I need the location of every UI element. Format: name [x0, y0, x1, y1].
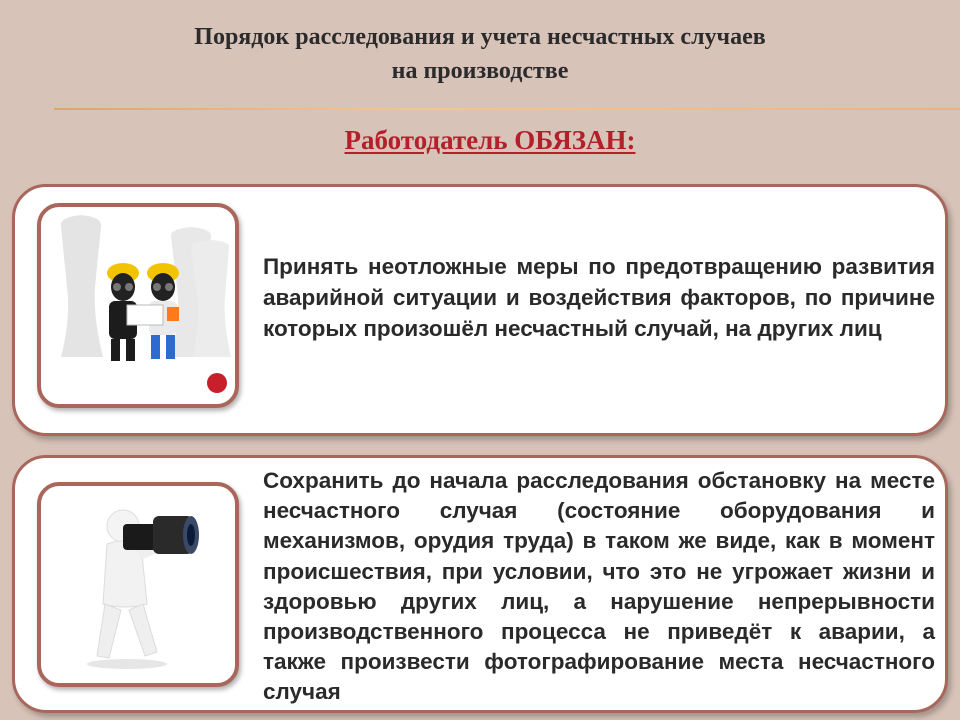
photographer-illustration [37, 482, 239, 687]
duty-card-2 [12, 455, 948, 713]
thumb-caption-decoration [47, 383, 187, 389]
workers-hardhat-icon [41, 207, 235, 404]
section-subtitle: Работодатель ОБЯЗАН: [344, 125, 636, 155]
title-line-1: Порядок расследования и учета несчастных случаев [194, 24, 766, 50]
duty-text-2: Сохранить до начала расследования обстановку на месте несчастного случая (состояние оборудования и механизмов, орудия труда) в таком же виде, как в момент происшествия, при условии, что это не угрожает жизни и здоровью других лиц, а нарушение непрерывности производственного процесса не приведёт к аварии, а также произвести фотографирование места несчастного случая [263, 468, 935, 705]
title-divider [54, 108, 960, 110]
page-title [0, 20, 960, 88]
title-line-2: на производстве [391, 58, 569, 84]
duty-card-1 [12, 184, 948, 436]
workers-illustration [37, 203, 239, 408]
duty-text-1: Принять неотложные меры по предотвращению развития аварийной ситуации и воздействия факторов, по причине которых произошёл несчастный случай, на других лиц [263, 254, 935, 341]
camera-figure-icon [41, 486, 235, 683]
